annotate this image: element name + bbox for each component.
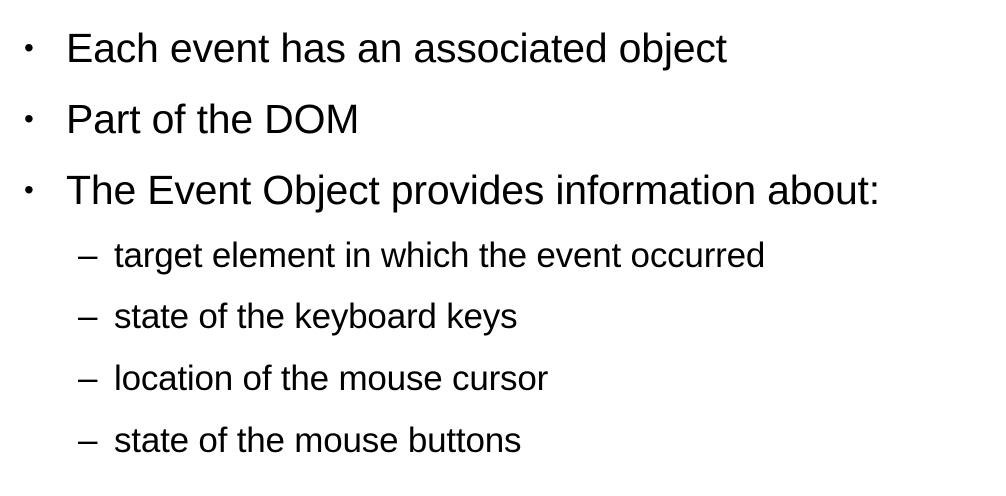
sub-bullet-item: [78, 423, 521, 458]
sub-bullet-text: location of the mouse cursor: [114, 359, 549, 398]
sub-bullet-text: target element in which the event occurred: [114, 236, 766, 275]
sub-bullet-item: [78, 238, 765, 273]
bullet-text: Part of the DOM: [66, 96, 360, 142]
bullet-item: [24, 167, 880, 213]
sub-bullet-item: [78, 299, 517, 334]
sub-bullet-text: state of the keyboard keys: [114, 297, 518, 336]
bullet-marker: •: [24, 174, 34, 205]
sub-bullet-item: [78, 361, 548, 396]
sub-bullet-marker: –: [78, 297, 98, 336]
bullet-text: Each event has an associated object: [66, 25, 727, 71]
sub-bullet-marker: –: [78, 236, 98, 275]
sub-bullet-text: state of the mouse buttons: [114, 421, 522, 460]
sub-bullet-marker: –: [78, 359, 98, 398]
bullet-marker: •: [24, 32, 34, 63]
bullet-marker: •: [24, 103, 34, 134]
bullet-item: [24, 25, 727, 71]
bullet-item: [24, 96, 360, 142]
sub-bullet-marker: –: [78, 421, 98, 460]
bullet-text: The Event Object provides information about:: [66, 167, 880, 213]
